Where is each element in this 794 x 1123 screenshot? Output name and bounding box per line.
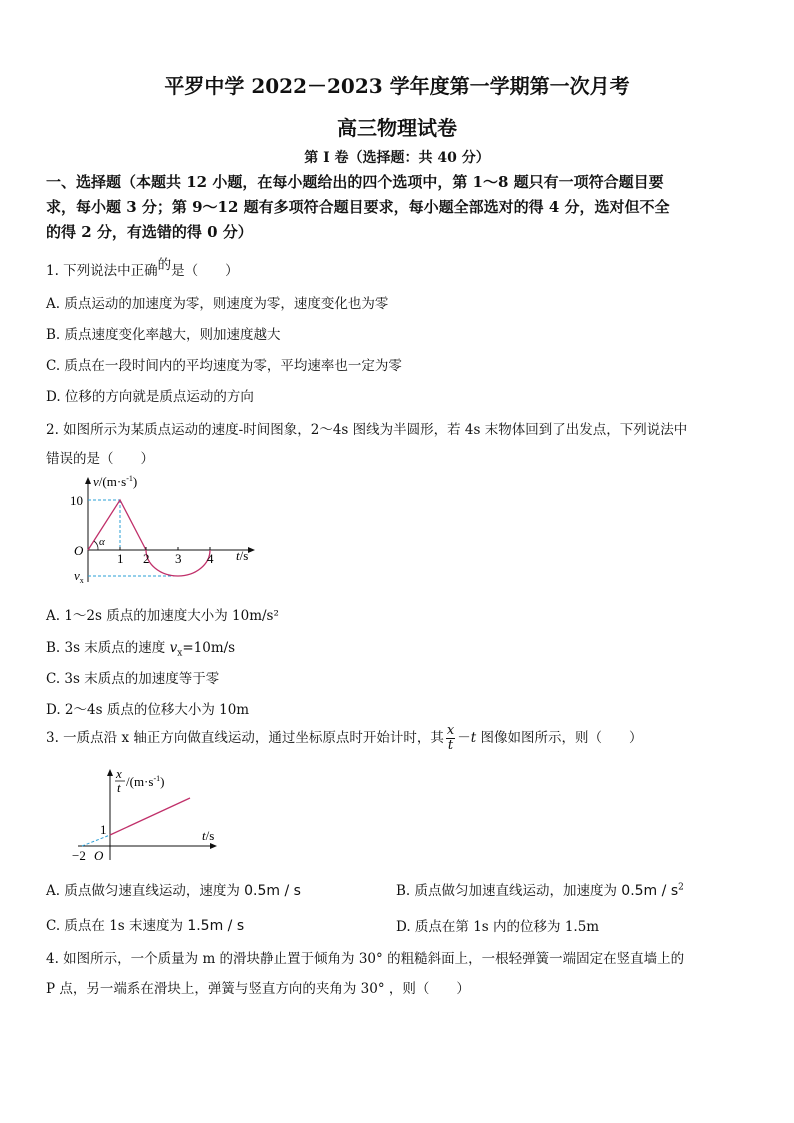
exam-title: 平罗中学 2022－2023 学年度第一学期第一次月考 (164, 74, 630, 98)
q3-stem-t: t (470, 730, 477, 746)
q2-angle-arc (94, 541, 98, 550)
q3-origin: O (94, 848, 104, 863)
q2-origin: O (74, 543, 84, 558)
q3-xlabel-unit: /s (205, 828, 215, 843)
q1-stem-a: 1. 下列说法中正确 (46, 263, 158, 279)
q3-option-a (46, 879, 301, 899)
q3-ylabel-unit (126, 774, 164, 789)
q2-vx-v: v (74, 568, 80, 583)
q2-option-a: A. 1～2s 质点的加速度大小为 10m/s² (46, 608, 279, 624)
q2-vx-label (74, 568, 84, 585)
q3-option-a-pre: A. 质点做匀速直线运动，速度为 (46, 883, 245, 899)
q3-option-b-exp: 2 (678, 882, 684, 893)
q2-option-c: C. 3s 末质点的加速度等于零 (46, 671, 220, 687)
q3-ylabel-exp: -1 (153, 774, 161, 783)
q3-frac-den: t (447, 738, 454, 753)
q3-ylabel-den: t (117, 780, 121, 795)
q2-stem-line-1: 2. 如图所示为某质点运动的速度-时间图象，2～4s 图线为半圆形，若 4s 末物体回到了出发点，下列说法中 (46, 422, 688, 438)
q3-graph (70, 764, 230, 864)
q2-stem-line-2: 错误的是（ ） (46, 451, 154, 467)
section-title: 第 I 卷（选择题：共 40 分） (304, 150, 490, 166)
q3-ylabel-unit-text: /(m·s (126, 774, 154, 789)
q3-stem-mid: － (457, 730, 471, 746)
q2-xtick-4: 4 (207, 551, 214, 566)
q2-velocity-line (88, 500, 146, 550)
q3-stem (46, 724, 642, 753)
q4-stem-line-1: 4. 如图所示，一个质量为 m 的滑块静止置于倾角为 30° 的粗糙斜面上，一根轻弹簧一端固定在竖直墙上的 (46, 951, 685, 967)
q3-option-b-pre: B. 质点做匀加速直线运动，加速度为 (396, 883, 622, 899)
q3-ylabel-num: x (116, 766, 122, 781)
q2-option-b-pre: B. 3s 末质点的速度 (46, 640, 170, 656)
q3-stem-post: 图像如图所示，则（ ） (476, 730, 643, 746)
q1-option-a: A. 质点运动的加速度为零，则速度为零，速度变化也为零 (46, 296, 389, 312)
q3-option-d: D. 质点在第 1s 内的位移为 1.5m (396, 919, 600, 935)
instructions-line-3: 的得 2 分，有选错的得 0 分） (46, 223, 253, 241)
q3-xlabel-t: t (202, 828, 206, 843)
q3-option-c-pre: C. 质点在 1s 末速度为 (46, 918, 188, 934)
q3-ytick-1: 1 (100, 822, 107, 837)
q2-option-b-var: v (169, 640, 178, 656)
q2-xlabel-t: t (236, 548, 240, 563)
q3-line (110, 798, 190, 835)
q2-xtick-1: 1 (117, 551, 124, 566)
q2-option-b-sub: x (177, 648, 183, 659)
q2-option-d: D. 2～4s 质点的位移大小为 10m (46, 702, 250, 718)
q3-option-c-val: 1.5m / s (187, 918, 245, 934)
q4-stem-line-2: P 点，另一端系在滑块上，弹簧与竖直方向的夹角为 30° ，则（ ） (46, 981, 470, 997)
q2-angle-label: α (99, 536, 105, 548)
q3-xneg-label: −2 (72, 848, 86, 863)
exam-subtitle: 高三物理试卷 (337, 116, 457, 140)
q3-ylabel-close: ) (160, 774, 165, 789)
q2-option-b-post: =10m/s (182, 640, 236, 656)
q2-ylabel-close: ) (132, 474, 138, 489)
q2-option-b (46, 636, 235, 659)
q2-xtick-2: 2 (143, 551, 150, 566)
q2-ylabel-exp: -1 (126, 474, 133, 483)
q3-option-b (396, 879, 684, 899)
q1-option-d: D. 位移的方向就是质点运动的方向 (46, 389, 254, 405)
q2-xlabel (236, 548, 248, 563)
q2-ylabel-v: v (93, 474, 99, 489)
q3-option-c (46, 914, 244, 934)
q2-vt-graph (66, 470, 266, 588)
instructions-line-1: 一、选择题（本题共 12 小题，在每小题给出的四个选项中，第 1～8 题只有一项符合题目要 (46, 173, 664, 191)
q2-ylabel-unit: /(m·s (98, 474, 127, 489)
q3-frac-num: x (446, 723, 455, 738)
q3-xlabel (202, 828, 214, 843)
q1-stem (46, 259, 239, 279)
q3-fraction (446, 724, 455, 753)
q3-stem-pre: 3. 一质点沿 x 轴正方向做直线运动，通过坐标原点时开始计时，其 (46, 730, 444, 746)
q2-ylabel (93, 474, 137, 489)
instructions-line-2: 求，每小题 3 分；第 9～12 题有多项符合题目要求，每小题全部选对的得 4 分，选对但不全 (46, 198, 670, 216)
q3-option-b-val: 0.5m / s (621, 883, 679, 899)
q2-xlabel-unit: /s (239, 548, 249, 563)
q1-stem-b: 是（ ） (171, 263, 239, 279)
q1-option-c: C. 质点在一段时间内的平均速度为零，平均速率也一定为零 (46, 358, 402, 374)
q1-stem-de: 的 (157, 257, 172, 273)
q1-option-b: B. 质点速度变化率越大，则加速度越大 (46, 327, 281, 343)
q2-vx-sub: x (79, 576, 84, 585)
q2-ytick-10: 10 (70, 493, 83, 508)
q2-xtick-3: 3 (175, 551, 182, 566)
q3-option-a-val: 0.5m / s (244, 883, 301, 899)
